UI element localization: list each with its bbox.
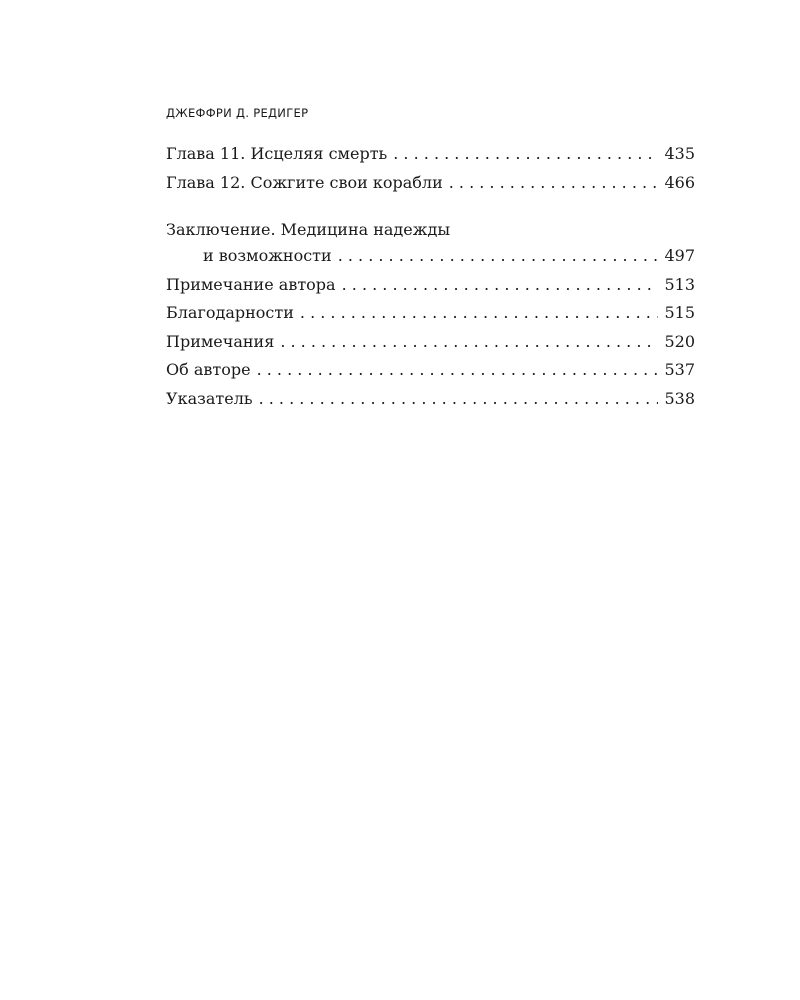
toc-entry-index [166,385,695,414]
toc-entry-notes [166,328,695,357]
dot-leader [280,328,658,357]
toc-entry-title-line2: и возможности [203,246,332,265]
toc-entry-page: 497 [664,246,695,265]
toc-entry-page: 537 [664,360,695,379]
running-head: ДЖЕФФРИ Д. РЕДИГЕР [166,106,309,120]
toc-entry-page: 520 [664,331,695,351]
toc-entry-about-author [166,356,695,385]
toc-entry-title-line1: Заключение. Медицина надежды [166,220,451,239]
dot-leader [342,271,659,300]
dot-leader [338,242,659,271]
toc-entry-page: 466 [664,172,695,192]
toc-entry-title: Примечание автора [166,274,336,294]
toc-entry-page: 435 [664,144,695,163]
toc-entry-acknowledgements [166,299,695,328]
toc-entry-authors-note [166,271,695,300]
dot-leader [300,299,659,328]
dot-leader [393,140,658,169]
toc-entry-title: Глава 12. Сожгите свои корабли [166,172,443,192]
section-gap [166,197,695,218]
toc-entry-chapter-11 [166,140,695,169]
toc-entry-title: Об авторе [166,360,251,379]
toc-entry-conclusion [166,218,695,271]
dot-leader [259,385,659,414]
toc-entry-page: 515 [664,303,695,322]
toc-entry-page: 538 [664,388,695,408]
toc-entry-title: Указатель [166,388,253,408]
toc-entry-continuation [166,242,695,271]
toc-entry-page: 513 [664,274,695,294]
toc-entry-chapter-12 [166,169,695,198]
toc-entry-title: Примечания [166,331,275,351]
dot-leader [449,169,659,198]
dot-leader [257,356,659,385]
table-of-contents [166,140,695,413]
toc-entry-title: Благодарности [166,303,294,322]
toc-entry-title: Глава 11. Исцеляя смерть [166,144,388,163]
